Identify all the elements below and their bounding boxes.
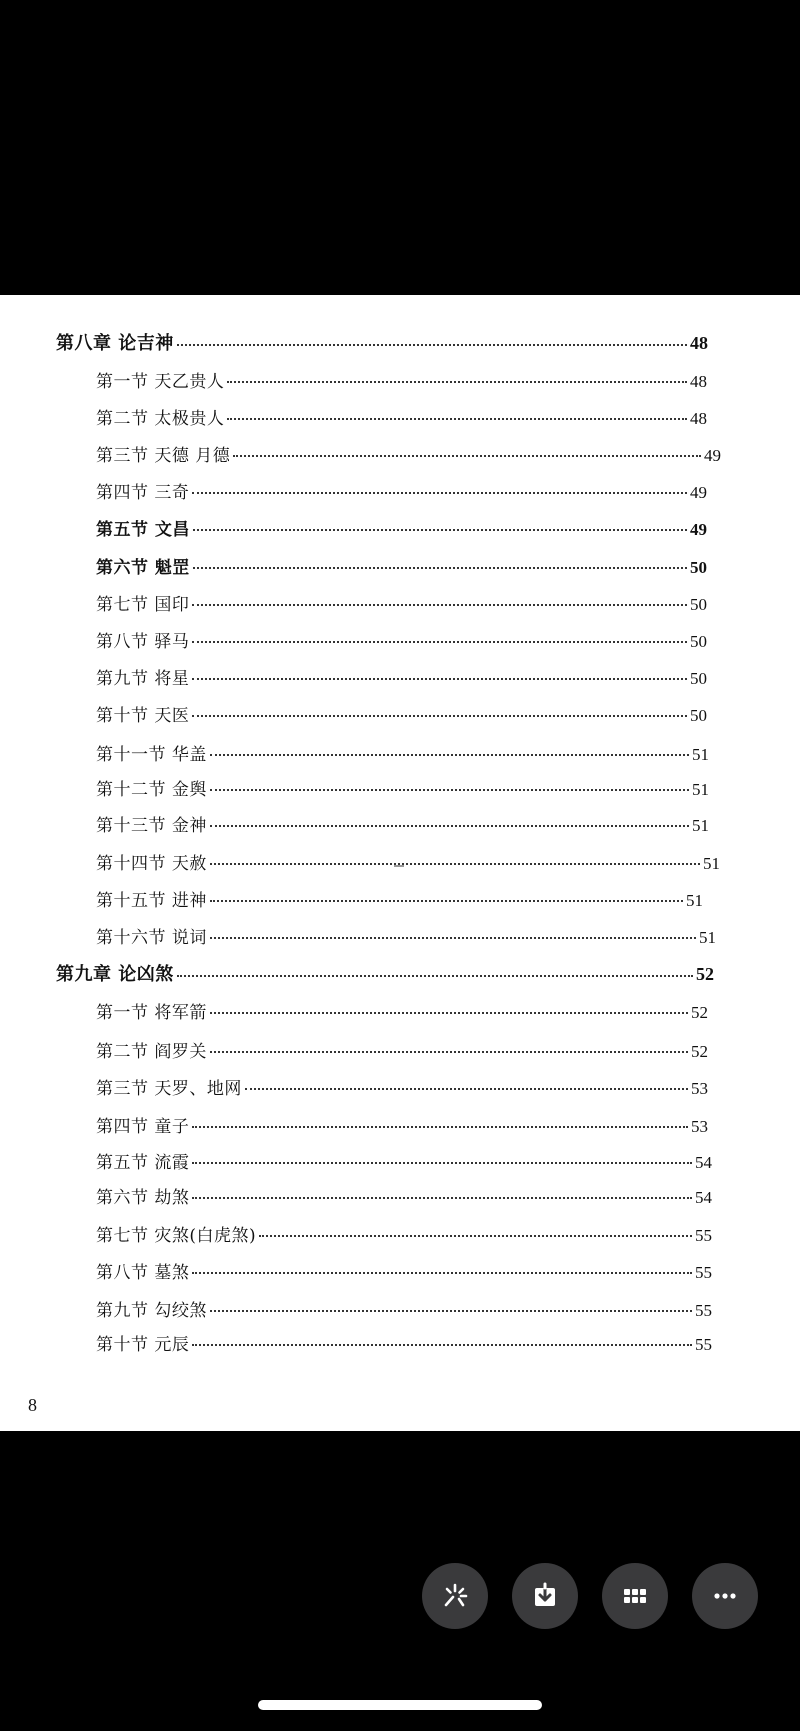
toc-leader [192, 641, 687, 643]
toc-leader [210, 1310, 692, 1312]
toc-leader [210, 900, 683, 902]
toc-label: 第十六节 说词 [96, 928, 207, 948]
toc-section[interactable] [96, 886, 703, 911]
toc-label: 第四节 童子 [96, 1117, 190, 1137]
toc-page-number: 50 [690, 632, 707, 651]
toc-section[interactable] [96, 367, 707, 392]
toc-page-number: 49 [704, 446, 721, 465]
toc-page-number: 49 [690, 483, 707, 502]
toc-section[interactable] [96, 998, 708, 1023]
toc-leader [210, 863, 700, 865]
toc-section[interactable] [96, 1258, 712, 1283]
sparkle-icon [440, 1581, 470, 1611]
save-button[interactable] [512, 1563, 578, 1629]
toc-section[interactable] [96, 664, 707, 689]
toc-page-number: 55 [695, 1301, 712, 1320]
download-icon [530, 1581, 560, 1611]
toc-page-number: 52 [691, 1042, 708, 1061]
toc-chapter[interactable] [56, 960, 714, 986]
toc-leader [227, 381, 687, 383]
toc-page-number: 49 [690, 520, 707, 539]
toc-leader [227, 418, 687, 420]
toc-leader [210, 825, 689, 827]
toc-page-number: 48 [690, 333, 708, 353]
toc-label: 第一节 天乙贵人 [96, 372, 225, 392]
toc-page-number: 48 [690, 372, 707, 391]
toc-label: 第一节 将军箭 [96, 1003, 207, 1023]
grid-icon [620, 1581, 650, 1611]
toc-label: 第十一节 华盖 [96, 745, 207, 765]
toc-section[interactable] [96, 775, 709, 800]
toc-section[interactable] [96, 1296, 712, 1321]
toc-page-number: 51 [692, 816, 709, 835]
toc-page-number: 54 [695, 1153, 712, 1172]
toc-section[interactable] [96, 404, 707, 429]
toc-label: 第十节 天医 [96, 706, 190, 726]
toc-section[interactable] [96, 478, 707, 503]
toc-section[interactable] [96, 849, 720, 874]
toc-page-number: 53 [691, 1117, 708, 1136]
toc-leader [210, 1051, 688, 1053]
toc-page-number: 55 [695, 1226, 712, 1245]
toc-label: 第八章 论吉神 [56, 333, 174, 354]
toc-leader [210, 1012, 688, 1014]
home-indicator[interactable] [258, 1700, 542, 1710]
toc-chapter[interactable] [56, 329, 708, 355]
toc-leader [192, 1197, 692, 1199]
toc-section[interactable] [96, 1330, 712, 1355]
more-button[interactable] [692, 1563, 758, 1629]
toc-leader [192, 1344, 692, 1346]
toc-label: 第五节 流霞 [96, 1153, 190, 1173]
toc-label: 第十五节 进神 [96, 891, 207, 911]
toc-page-number: 50 [690, 558, 707, 577]
toc-label: 第七节 灾煞(白虎煞) [96, 1226, 257, 1246]
toc-label: 第八节 墓煞 [96, 1263, 190, 1283]
document-page[interactable] [0, 295, 800, 1431]
toc-section[interactable] [96, 590, 707, 615]
toc-leader [192, 1126, 688, 1128]
toc-label: 第八节 驿马 [96, 632, 190, 652]
toc-page-number: 51 [692, 745, 709, 764]
toc-page-number: 48 [690, 409, 707, 428]
toc-leader [192, 1162, 692, 1164]
toc-section[interactable] [96, 1148, 712, 1173]
scan-artifact [394, 865, 404, 867]
toc-label: 第十四节 天赦 [96, 854, 207, 874]
toc-leader [210, 937, 696, 939]
toc-leader [192, 604, 687, 606]
toc-page-number: 54 [695, 1188, 712, 1207]
toc-page-number: 52 [696, 964, 714, 984]
toc-leader [193, 567, 687, 569]
toc-section[interactable] [96, 1183, 712, 1208]
toc-page-number: 55 [695, 1335, 712, 1354]
visual-lookup-button[interactable] [422, 1563, 488, 1629]
toc-label: 第七节 国印 [96, 595, 190, 615]
toc-leader [245, 1088, 688, 1090]
toc-leader [193, 529, 687, 531]
toc-leader [192, 492, 687, 494]
toc-label: 第十二节 金舆 [96, 780, 207, 800]
toc-page-number: 50 [690, 595, 707, 614]
toc-label: 第六节 魁罡 [96, 558, 190, 578]
toc-leader [192, 1272, 692, 1274]
toc-section[interactable] [96, 515, 707, 540]
toc-page-number: 55 [695, 1263, 712, 1282]
toc-page-number: 51 [699, 928, 716, 947]
toc-leader [192, 715, 687, 717]
toc-leader [259, 1235, 692, 1237]
toc-section[interactable] [96, 441, 721, 466]
toc-section[interactable] [96, 701, 707, 726]
toc-label: 第九节 将星 [96, 669, 190, 689]
toc-label: 第四节 三奇 [96, 483, 190, 503]
toc-label: 第三节 天德 月德 [96, 446, 231, 466]
toc-section[interactable] [96, 553, 707, 578]
toc-page-number: 50 [690, 669, 707, 688]
toc-leader [192, 678, 687, 680]
toc-label: 第十节 元辰 [96, 1335, 190, 1355]
toc-label: 第三节 天罗、地网 [96, 1079, 242, 1099]
toc-section[interactable] [96, 627, 707, 652]
toc-page-number: 51 [692, 780, 709, 799]
toc-leader [177, 344, 687, 346]
toc-section[interactable] [96, 923, 716, 948]
toc-page-number: 51 [703, 854, 720, 873]
toc-page-number: 51 [686, 891, 703, 910]
toc-label: 第九章 论凶煞 [56, 964, 174, 985]
toc-section[interactable] [96, 1221, 712, 1246]
page-number: 8 [28, 1395, 37, 1415]
toc-label: 第五节 文昌 [96, 520, 190, 540]
toc-section[interactable] [96, 740, 709, 765]
grid-button[interactable] [602, 1563, 668, 1629]
toc-label: 第十三节 金神 [96, 816, 207, 836]
toc-page-number: 53 [691, 1079, 708, 1098]
toc-label: 第二节 阎罗关 [96, 1042, 207, 1062]
toc-label: 第九节 勾绞煞 [96, 1301, 207, 1321]
toc-label: 第六节 劫煞 [96, 1188, 190, 1208]
toc-leader [210, 754, 689, 756]
toc-leader [210, 789, 689, 791]
toc-leader [233, 455, 701, 457]
toc-section[interactable] [96, 1037, 708, 1062]
toc-section[interactable] [96, 811, 709, 836]
toc-page-number: 52 [691, 1003, 708, 1022]
toc-label: 第二节 太极贵人 [96, 409, 225, 429]
toc-page-number: 50 [690, 706, 707, 725]
toc-section[interactable] [96, 1112, 708, 1137]
toc-leader [177, 975, 693, 977]
ellipsis-icon [710, 1581, 740, 1611]
toc-section[interactable] [96, 1074, 708, 1099]
